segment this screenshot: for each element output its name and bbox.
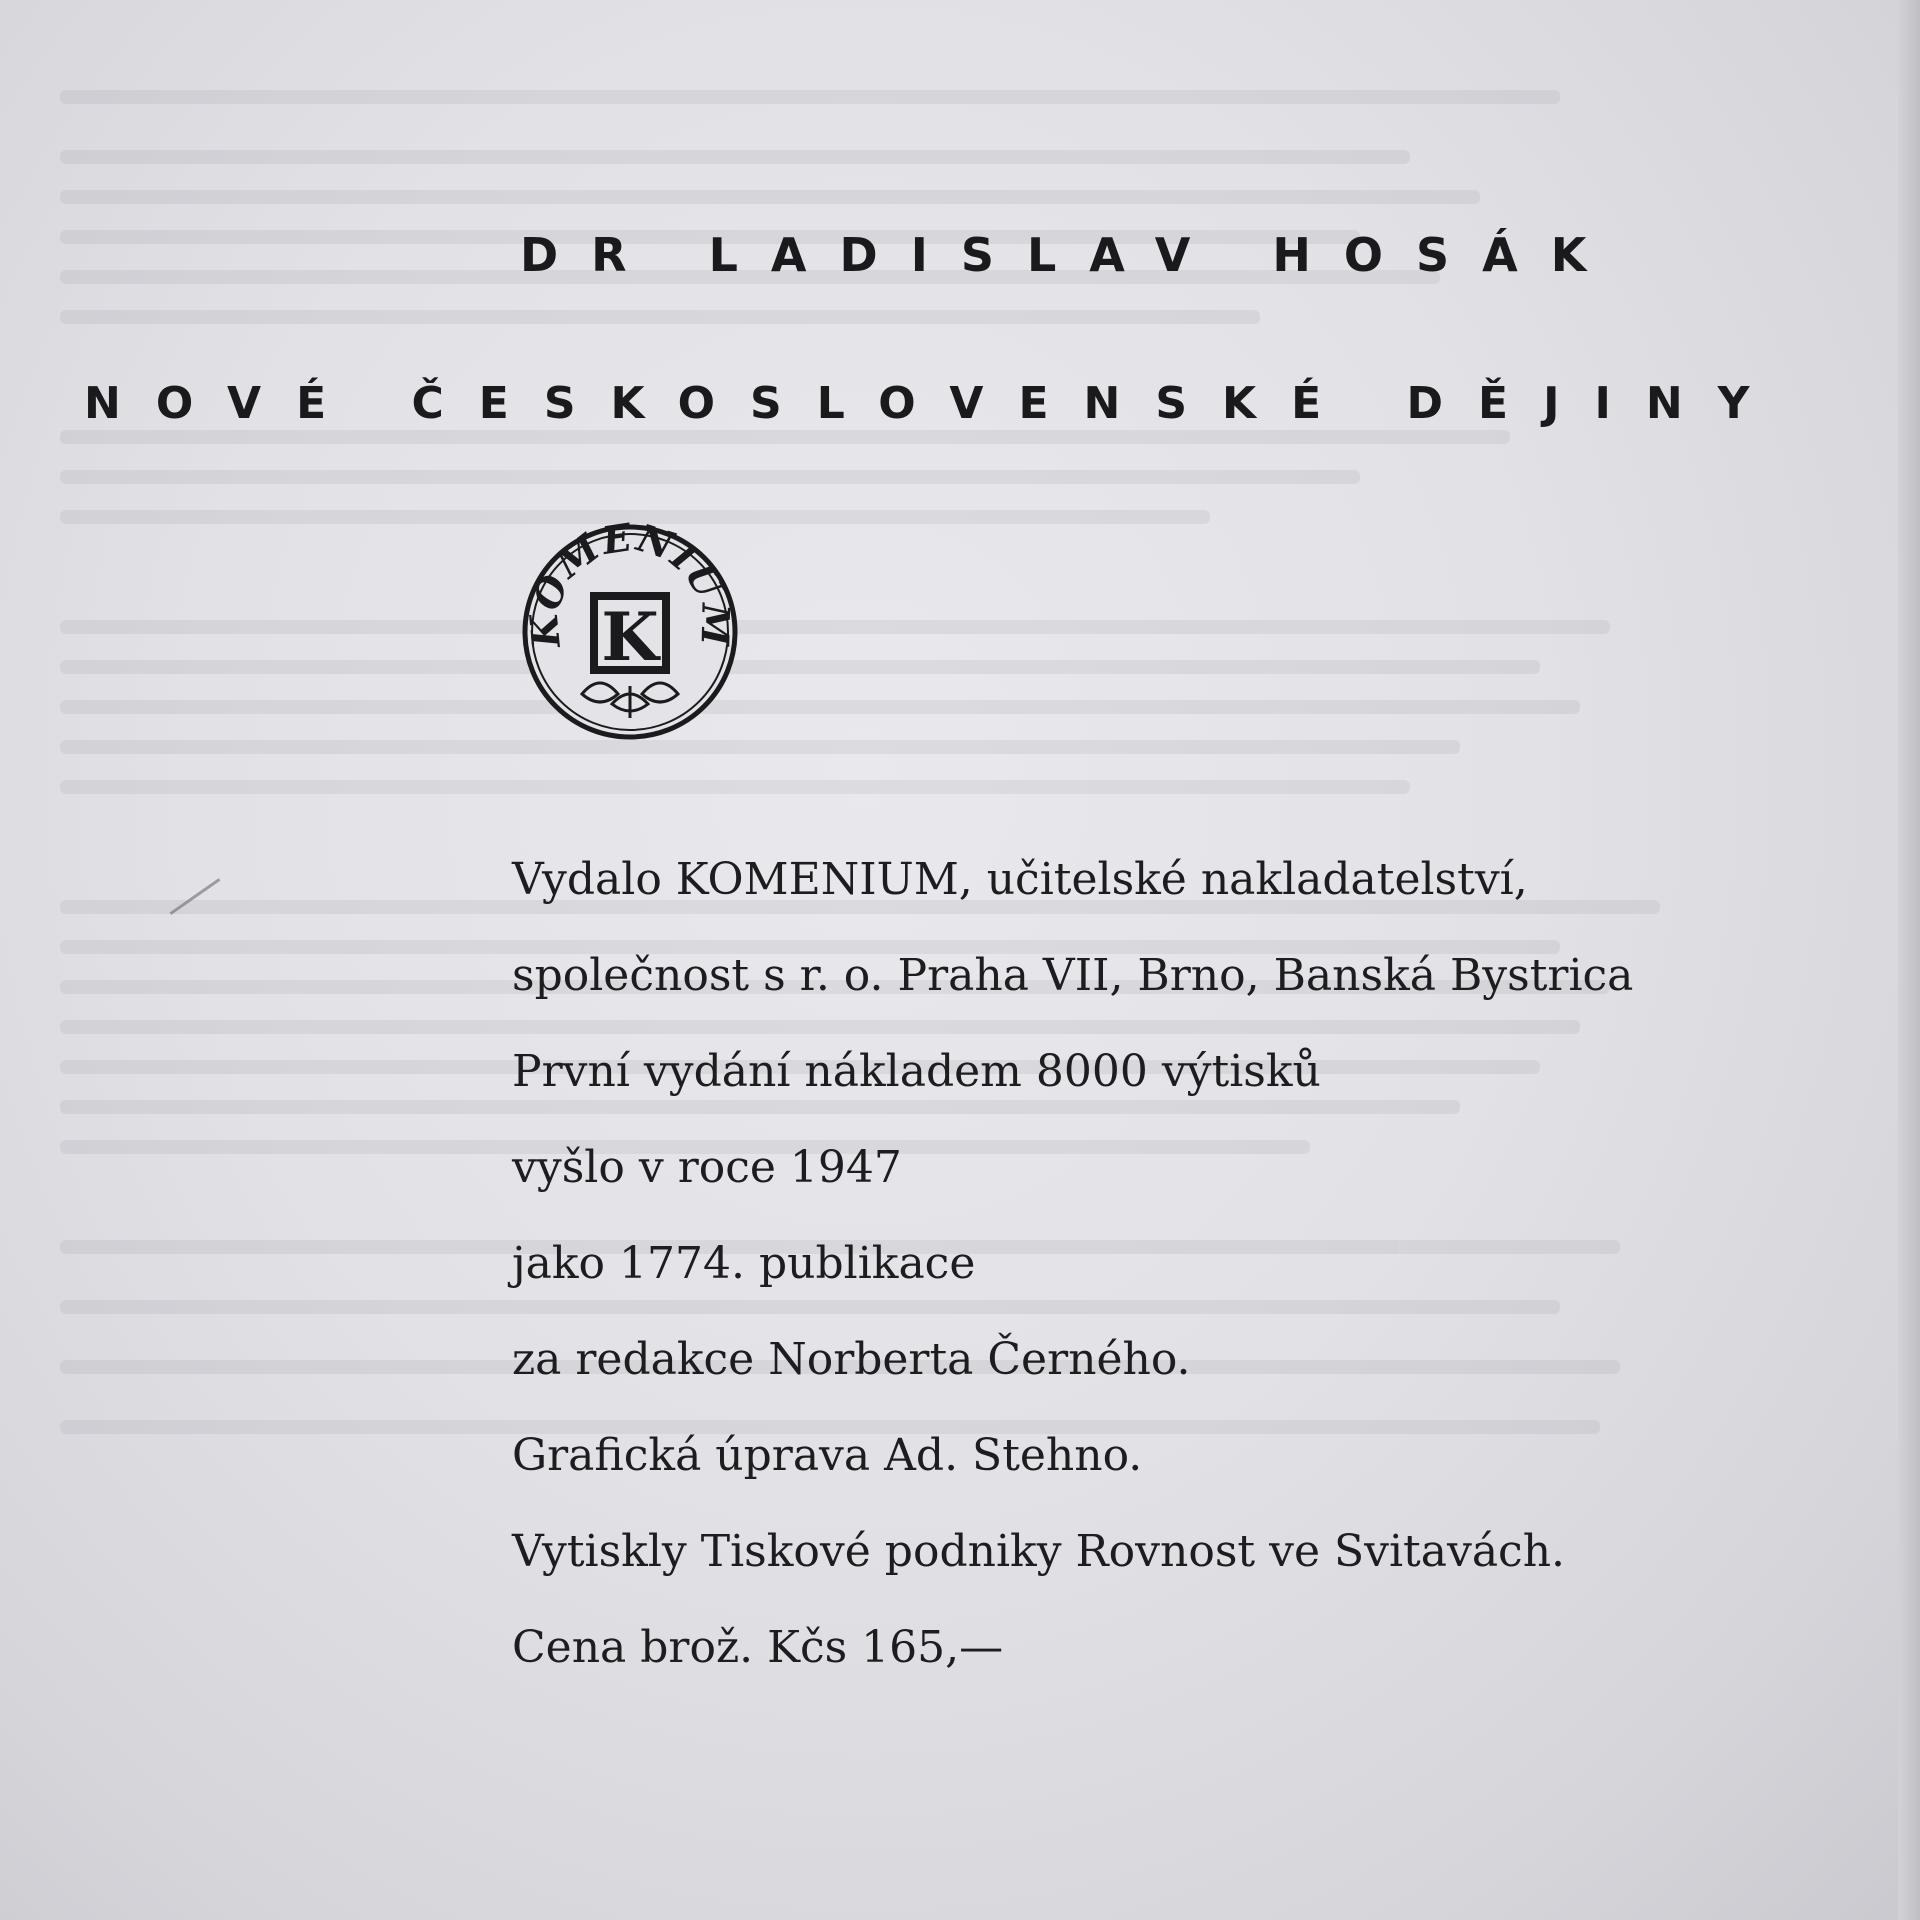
page-edge (1898, 0, 1920, 1920)
imprint-line-printer: Vytiskly Tiskové podniky Rovnost ve Svitavách. (512, 1526, 1566, 1577)
imprint-line-edition: První vydání nákladem 8000 výtisků (512, 1046, 1321, 1097)
seal-letter: K (601, 598, 659, 676)
imprint-line-price: Cena brož. Kčs 165,— (512, 1622, 1004, 1673)
imprint-line-publication-number: jako 1774. publikace (512, 1238, 976, 1289)
imprint-line-editor: za redakce Norberta Černého. (512, 1334, 1191, 1385)
imprint-line-company: společnost s r. o. Praha VII, Brno, Banská Bystrica (512, 950, 1634, 1001)
imprint-line-year: vyšlo v roce 1947 (512, 1142, 902, 1193)
komenium-publisher-seal-icon (520, 522, 740, 742)
imprint-block (512, 832, 1812, 1696)
imprint-line-publisher: Vydalo KOMENIUM, učitelské nakladatelství, (512, 854, 1528, 905)
book-title: NOVÉ ČESKOSLOVENSKÉ DĚJINY (84, 378, 1785, 429)
seal-text: KOMENIUM (520, 522, 739, 650)
paper-mark (170, 878, 221, 915)
author-name: DR LADISLAV HOSÁK (520, 228, 1620, 282)
imprint-line-design: Grafická úprava Ad. Stehno. (512, 1430, 1143, 1481)
